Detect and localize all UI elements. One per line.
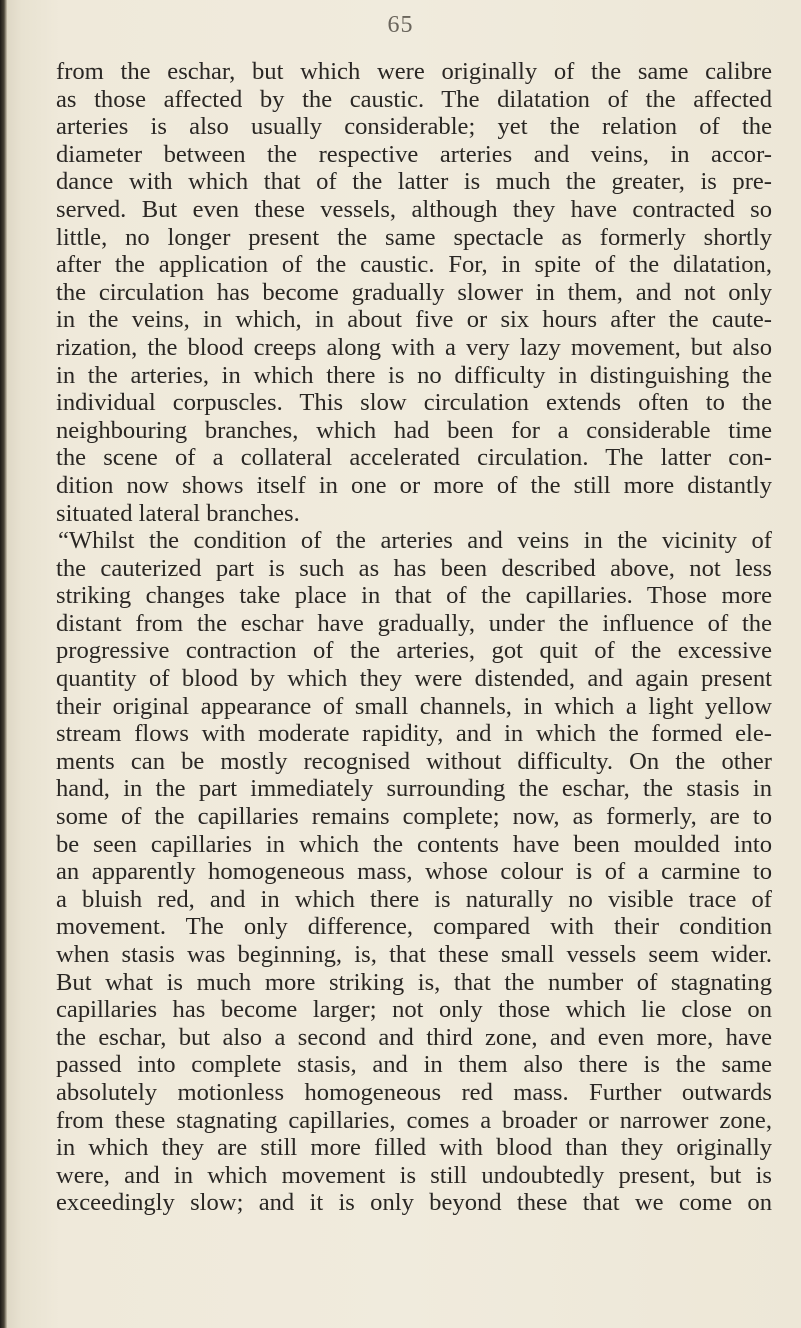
text-line: in which they are still more filled with blood than they originally [56,1134,772,1162]
text-line: when stasis was beginning, is, that these small vessels seem wider. [56,941,772,968]
page-binding-edge [0,0,7,1328]
text-line: “Whilst the condition of the arteries and veins in the vicinity of [58,527,772,555]
body-text [56,58,772,1217]
text-line: exceedingly slow; and it is only beyond these that we come on [56,1189,772,1217]
text-line: their original appearance of small channels, in which a light yellow [56,692,772,720]
page-number: 65 [387,12,414,38]
text-line: the cauterized part is such as has been described above, not less [56,554,772,582]
text-line: from the eschar, but which were originally of the same calibre [56,58,772,85]
text-line: rization, the blood creeps along with a very lazy movement, but also [56,333,772,361]
text-line: movement. The only difference, compared with their condition [56,913,772,941]
text-line: individual corpuscles. This slow circulation extends often to the [56,389,772,417]
text-line: served. But even these vessels, although they have contracted so [56,195,772,223]
text-line: after the application of the caustic. For, in spite of the dilatation, [56,251,772,279]
text-line: situated lateral branches. [56,499,300,527]
text-line: passed into complete stasis, and in them also there is the same [56,1051,772,1079]
text-line: ments can be mostly recognised without difficulty. On the other [56,747,772,775]
text-line: the eschar, but also a second and third zone, and even more, have [56,1023,772,1051]
text-line: in the arteries, in which there is no difficulty in distinguishing the [56,361,772,389]
text-line: little, no longer present the same spectacle as formerly shortly [56,223,772,251]
text-line: absolutely motionless homogeneous red mass. Further outwards [56,1078,772,1106]
text-line: the scene of a collateral accelerated circulation. The latter con- [56,444,772,472]
text-line: distant from the eschar have gradually, under the influence of the [56,609,772,637]
text-line: arteries is also usually considerable; yet the relation of the [56,113,772,141]
text-line: stream flows with moderate rapidity, and in which the formed ele- [56,720,772,748]
text-line: be seen capillaries in which the contents have been moulded into [56,830,772,858]
text-line: capillaries has become larger; not only those which lie close on [56,996,772,1024]
text-line: hand, in the part immediately surrounding the eschar, the stasis in [56,775,772,803]
text-line: progressive contraction of the arteries, got quit of the excessive [56,637,772,665]
text-line: as those affected by the caustic. The dilatation of the affected [56,85,772,113]
text-line: But what is much more striking is, that the number of stagnating [56,968,772,996]
text-line: the circulation has become gradually slower in them, and not only [56,278,772,306]
text-line: a bluish red, and in which there is naturally no visible trace of [56,885,772,913]
text-line: some of the capillaries remains complete; now, as formerly, are to [56,803,772,831]
text-line: dance with which that of the latter is much the greater, is pre- [56,168,772,196]
text-line: striking changes take place in that of the capillaries. Those more [56,582,772,610]
text-line: quantity of blood by which they were distended, and again present [56,665,772,693]
text-line: in the veins, in which, in about five or six hours after the caute- [56,306,772,334]
text-line: diameter between the respective arteries and veins, in accor- [56,140,772,168]
text-line: neighbouring branches, which had been for a considerable time [56,416,772,444]
text-line: were, and in which movement is still undoubtedly present, but is [56,1161,772,1189]
text-line: dition now shows itself in one or more of the still more distantly [56,471,772,499]
text-line: an apparently homogeneous mass, whose colour is of a carmine to [56,858,772,886]
text-line: from these stagnating capillaries, comes a broader or narrower zone, [56,1106,772,1134]
